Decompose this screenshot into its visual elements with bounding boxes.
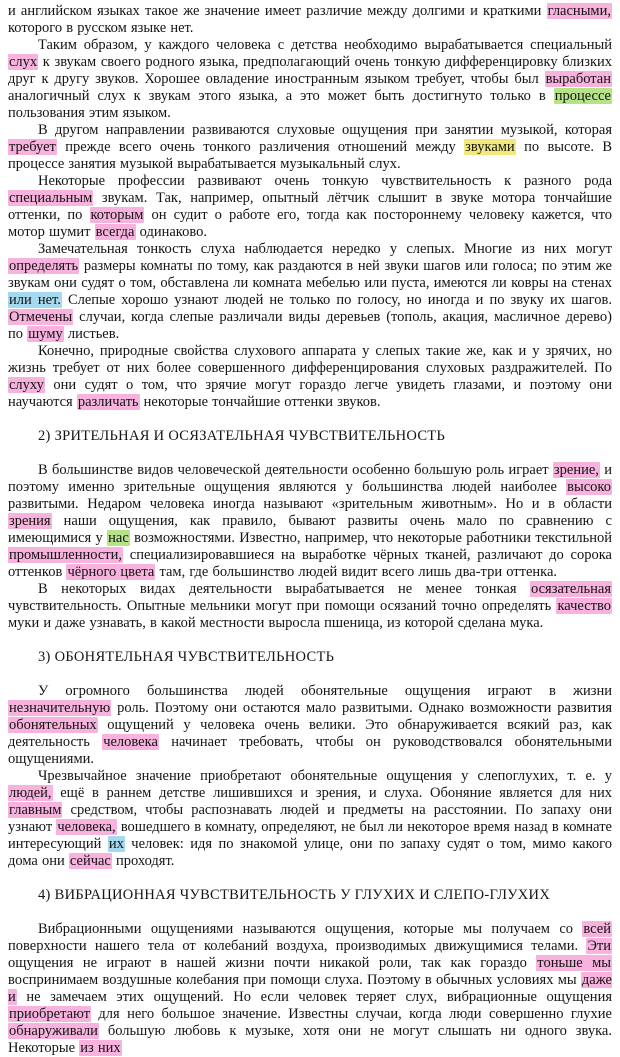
text-segment: там, где большинство людей видит всего лишь два-три оттенка. bbox=[155, 564, 558, 580]
highlighted-text: промышленности, bbox=[9, 547, 123, 563]
text-segment: он судит о работе его, тогда как постороннему человеку кажется, что мотор шумит bbox=[8, 207, 612, 240]
text-segment: Некоторые профессии развивают очень тонкую чувствительность к разного рода bbox=[38, 173, 612, 189]
highlighted-text: приобретают bbox=[9, 1006, 91, 1022]
paragraph bbox=[8, 343, 612, 411]
text-segment: наши ощущения, как правило, бывают развиты очень мало по сравнению с имеющимися у bbox=[8, 513, 612, 546]
paragraph bbox=[8, 462, 612, 581]
highlighted-text: всегда bbox=[95, 224, 135, 240]
highlighted-text: шуму bbox=[28, 326, 63, 342]
text-segment: которого в русском языке нет. bbox=[8, 20, 194, 36]
highlighted-text: процессе bbox=[554, 88, 611, 104]
text-segment: Вибрационными ощущениями называются ощущения, которые мы получаем со bbox=[38, 921, 583, 937]
text-segment: и английском языках такое же значение имеет различие между долгими и краткими bbox=[8, 3, 547, 19]
text-segment: прежде всего очень тонкого различения отношений между bbox=[56, 139, 465, 155]
document-content bbox=[8, 3, 612, 1057]
text-segment: специализировавшиеся на выработке чёрных тканей, различают до сорока оттенков bbox=[8, 547, 612, 580]
highlighted-text: специальным bbox=[9, 190, 93, 206]
text-segment: поверхности нашего тела от колебаний воздуха, производимых движущимися телами. bbox=[8, 938, 587, 954]
text-segment: возможностями. Известно, например, что некоторые работники текстильной bbox=[129, 530, 612, 546]
text-segment: человек: идя по знакомой улице, они по запаху судят о том, мимо какого дома они bbox=[8, 836, 612, 869]
highlighted-text: человека, bbox=[57, 819, 116, 835]
highlighted-text: чёрного цвета bbox=[67, 564, 155, 580]
paragraph bbox=[8, 241, 612, 343]
highlighted-text: определять bbox=[9, 258, 79, 274]
text-segment: В большинстве видов человеческой деятельности особенно большую роль играет bbox=[38, 462, 553, 478]
paragraph bbox=[8, 37, 612, 122]
paragraph bbox=[8, 3, 612, 37]
highlighted-text: сейчас bbox=[69, 853, 111, 869]
text-segment: Слепые хорошо узнают людей не только по голосу, но иногда и по звуку их шагов. bbox=[61, 292, 612, 308]
highlighted-text: слух bbox=[9, 54, 38, 70]
highlighted-text: звуками bbox=[465, 139, 515, 155]
text-segment: 3) ОБОНЯТЕЛЬНАЯ ЧУВСТВИТЕЛЬНОСТЬ bbox=[38, 649, 335, 665]
text-segment: муки и даже узнавать, в какой местности выросла пшеница, из которой сделана мука. bbox=[8, 615, 544, 631]
highlighted-text: обонятельных bbox=[9, 717, 97, 733]
highlighted-text: зрение, bbox=[553, 462, 599, 478]
highlighted-text: нас bbox=[108, 530, 129, 546]
highlighted-text: всей bbox=[583, 921, 611, 937]
text-segment: вошедшего в комнату, определяют, не был ли некоторое время назад в комнате интересующий bbox=[8, 819, 612, 852]
highlighted-text: незначительную bbox=[9, 700, 111, 716]
paragraph bbox=[8, 921, 612, 1057]
highlighted-text: выработан bbox=[545, 71, 611, 87]
text-segment: ощущения не играют в нашей жизни почти никакой роли, так как гораздо bbox=[8, 955, 537, 971]
text-segment: аналогичный слух к звукам этого языка, а это может быть достигнуто только в bbox=[8, 88, 554, 104]
text-segment: некоторые тончайшие оттенки звуков. bbox=[139, 394, 381, 410]
text-segment: одинаково. bbox=[135, 224, 207, 240]
text-segment: Таким образом, у каждого человека с детства необходимо вырабатывается специальный bbox=[38, 37, 612, 53]
highlighted-text: обнаруживали bbox=[9, 1023, 98, 1039]
section-heading bbox=[8, 428, 612, 445]
paragraph bbox=[8, 768, 612, 870]
text-segment: чувствительность. Опытные мельники могут при помощи осязаний точно определять bbox=[8, 598, 557, 614]
highlighted-text: осязательная bbox=[531, 581, 611, 597]
highlighted-text: их bbox=[108, 836, 124, 852]
text-segment: случаи, когда слепые различали виды деревьев (тополь, акация, масличное дерево) по bbox=[8, 309, 612, 342]
highlighted-text: Отмечены bbox=[9, 309, 73, 325]
text-segment: звукам. Так, например, опытный лётчик слышит в звуке мотора тончайшие оттенки, по bbox=[8, 190, 612, 223]
highlighted-text: зрения bbox=[9, 513, 51, 529]
highlighted-text: тоньше мы bbox=[537, 955, 611, 971]
text-segment: 2) ЗРИТЕЛЬНАЯ И ОСЯЗАТЕЛЬНАЯ ЧУВСТВИТЕЛЬНОСТЬ bbox=[38, 428, 446, 444]
section-heading bbox=[8, 887, 612, 904]
highlighted-text: качество bbox=[557, 598, 611, 614]
paragraph bbox=[8, 122, 612, 173]
text-segment: развитыми. Недаром человека иногда называют «зрительным животным». Но и в области bbox=[8, 496, 612, 512]
text-segment: ощущений у человека очень велики. Это обнаруживается всякий раз, как деятельность bbox=[8, 717, 612, 750]
text-segment: начинает требовать, чтобы он руководствовался обонятельными ощущениями. bbox=[8, 734, 612, 767]
text-segment: пользования этим языком. bbox=[8, 105, 171, 121]
text-segment: по высоте. В процессе занятия музыкой вырабатывается музыкальный слух. bbox=[8, 139, 612, 172]
highlighted-text: людей, bbox=[9, 785, 52, 801]
text-segment: размеры комнаты по тому, как раздаются в ней звуки шагов или голоса; по этим же звукам они судят о том, обставлена ли комната мебелью или пуста, имеются ли ковры на стенах bbox=[8, 258, 612, 291]
paragraph bbox=[8, 173, 612, 241]
paragraph bbox=[8, 581, 612, 632]
text-segment: не замечаем этих ощущений. Но если человек теряет слух, вибрационные ощущения bbox=[16, 989, 612, 1005]
paragraph bbox=[8, 683, 612, 768]
text-segment: В некоторых видах деятельности вырабатывается не менее тонкая bbox=[38, 581, 530, 597]
text-segment: 4) ВИБРАЦИОННАЯ ЧУВСТВИТЕЛЬНОСТЬ У ГЛУХИХ И СЛЕПО-ГЛУХИХ bbox=[38, 887, 551, 903]
text-segment: они судят о том, что зрячие могут гораздо легче увидеть глазами, и поэтому они научаются bbox=[8, 377, 612, 410]
highlighted-text: из них bbox=[80, 1040, 121, 1056]
highlighted-text: слуху bbox=[9, 377, 44, 393]
highlighted-text: или нет. bbox=[9, 292, 61, 308]
highlighted-text: даже и bbox=[8, 972, 612, 1005]
text-segment: Замечательная тонкость слуха наблюдается нередко у слепых. Многие из них могут bbox=[38, 241, 612, 257]
text-segment: к звукам своего родного языка, предполагающий очень тонкую дифференцировку близких друг к другу звуков. Хорошее овладение иностранным языком требует, чтобы был bbox=[8, 54, 612, 87]
highlighted-text: главным bbox=[9, 802, 62, 818]
text-segment: ещё в раннем детстве лишившихся и зрения, и слуха. Обоняние является для них bbox=[52, 785, 612, 801]
text-segment: листьев. bbox=[63, 326, 120, 342]
text-segment: Конечно, природные свойства слухового аппарата у слепых такие же, как и у зрячих, но жизнь требует от них более совершенного дифференцирования слуховых раздражителей. По bbox=[8, 343, 612, 376]
text-segment: воспринимаем воздушные колебания при помощи слуха. Поэтому в обычных условиях мы bbox=[8, 972, 581, 988]
text-segment: и поэтому именно зрительные ощущения являются у большинства людей наиболее bbox=[8, 462, 612, 495]
text-segment: роль. Поэтому они остаются мало развитыми. Однако возможности развития bbox=[111, 700, 612, 716]
highlighted-text: высоко bbox=[567, 479, 611, 495]
text-segment: для него большое значение. Известны случаи, когда люди совершенно глухие bbox=[91, 1006, 612, 1022]
text-segment: средством, чтобы распознавать людей и предметы на расстоянии. По запаху они узнают bbox=[8, 802, 612, 835]
highlighted-text: которым bbox=[90, 207, 144, 223]
text-segment: У огромного большинства людей обонятельные ощущения играют в жизни bbox=[38, 683, 612, 699]
text-segment: В другом направлении развиваются слуховые ощущения при занятии музыкой, которая bbox=[38, 122, 612, 138]
text-segment: проходят. bbox=[111, 853, 175, 869]
highlighted-text: гласными, bbox=[547, 3, 611, 19]
highlighted-text: Эти bbox=[587, 938, 611, 954]
highlighted-text: различать bbox=[77, 394, 139, 410]
section-heading bbox=[8, 649, 612, 666]
text-segment: Чрезвычайное значение приобретают обонятельные ощущения у слепоглухих, т. е. у bbox=[38, 768, 612, 784]
highlighted-text: человека bbox=[103, 734, 158, 750]
text-segment: большую любовь к музыке, хотя они не могут слышать ни одного звука. Некоторые bbox=[8, 1023, 612, 1056]
highlighted-text: требует bbox=[9, 139, 56, 155]
